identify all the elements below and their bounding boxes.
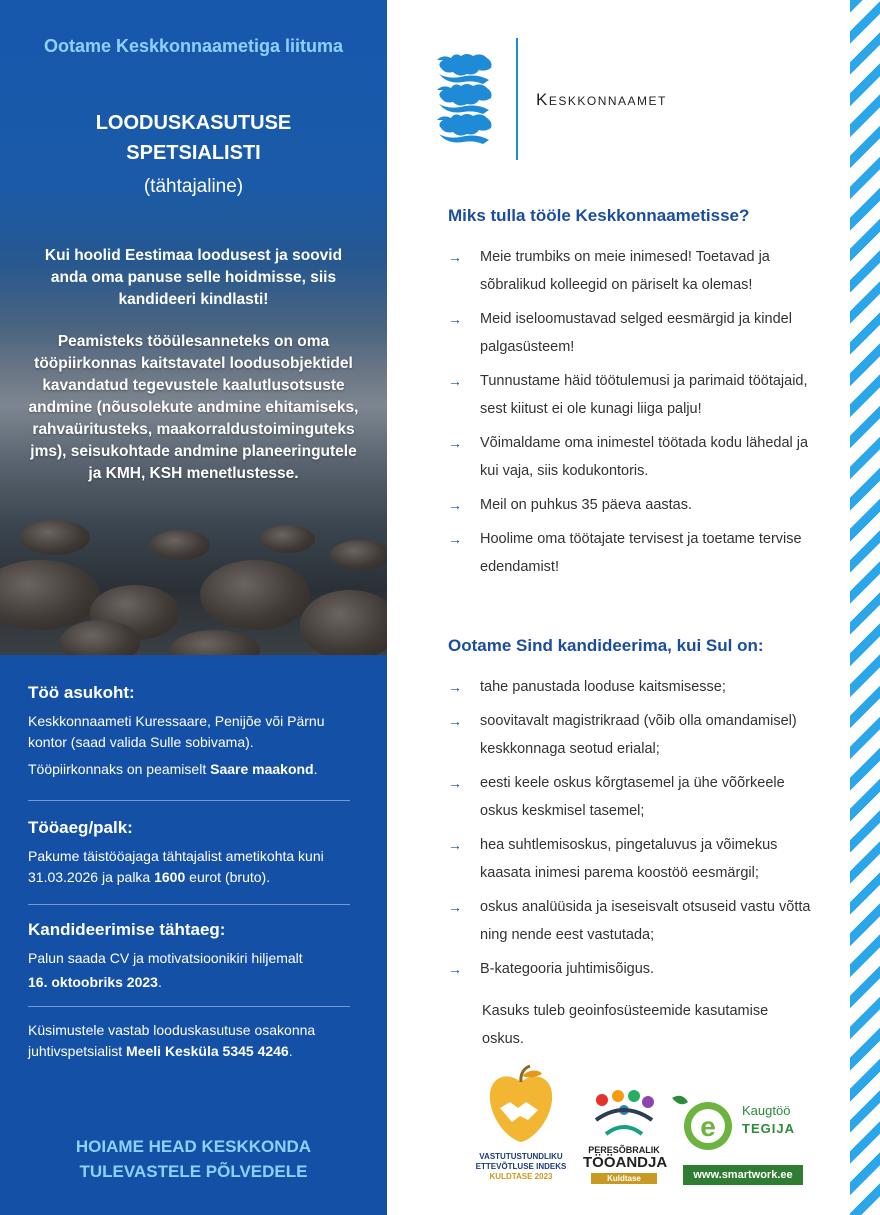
arrow-right-icon: → (448, 775, 462, 791)
list-item-text: Hoolime oma töötajate tervisest ja toetame tervise edendamist! (480, 531, 802, 575)
apple-handshake-icon (486, 1064, 556, 1146)
deadline-date-suffix: . (157, 974, 162, 990)
list-item (448, 491, 818, 519)
deadline-date (28, 972, 350, 993)
slogan-line1: HOIAME HEAD KESKKONDA (75, 1137, 312, 1156)
rock-decoration (330, 540, 387, 570)
list-item-text: tahe panustada looduse kaitsmisesse; (480, 679, 726, 695)
badge-line: KULDTASE 2023 (489, 1172, 553, 1181)
job-subtitle: (tähtajaline) (143, 176, 244, 197)
list-item (448, 893, 818, 949)
rock-decoration (0, 560, 100, 630)
csr-index-badge (462, 1152, 580, 1182)
slogan-line2: TULEVASTELE PÕLVEDELE (79, 1162, 308, 1181)
rock-decoration (260, 525, 315, 553)
divider (28, 1006, 350, 1007)
divider (28, 800, 350, 801)
list-item-text: Meil on puhkus 35 päeva aastas. (480, 497, 692, 513)
arrow-right-icon: → (448, 373, 462, 389)
location-region-bold: Saare maakond (210, 761, 314, 777)
list-item (448, 707, 818, 763)
list-item (448, 305, 818, 361)
organization-name: Keskkonnaamet (536, 90, 667, 109)
deadline-text: Palun saada CV ja motivatsioonikiri hiljemalt (28, 950, 303, 966)
contact-person-phone: Meeli Kesküla 5345 4246 (126, 1043, 289, 1059)
badge-line: Kuldtase (591, 1173, 657, 1184)
divider (28, 904, 350, 905)
location-text: Keskkonnaameti Kuressaare, Penijõe või Pärnu kontor (saad valida Sulle sobivama). (28, 713, 325, 750)
list-item-text: Meid iseloomustavad selged eesmärgid ja kindel palgasüsteem! (480, 311, 792, 355)
arrow-right-icon: → (448, 679, 462, 695)
badge-line: TÖÖANDJA (583, 1154, 668, 1171)
arrow-right-icon: → (448, 311, 462, 327)
list-item (448, 769, 818, 825)
list-item (448, 525, 818, 581)
rock-decoration (170, 630, 260, 655)
contact-text (28, 1020, 350, 1062)
salary-heading: Tööaeg/palk: (28, 818, 133, 837)
decorative-stripes (850, 0, 880, 1215)
duties-text: Peamisteks tööülesanneteks on oma tööpiirkonnas kaitstavatel loodusobjektidel kavandatud tegevustele kaalutlusotsuste andmine (nõusolekute andmine ehitamiseks, rahvaüritusteks, maakorraldustoiminguteks jms), seisukohtade andmine planeeringutele ja KMH, KSH menetlustesse. (28, 333, 359, 482)
list-item-text: soovitavalt magistrikraad (võib olla omandamisel) keskkonnaga seotud erialal; (480, 713, 797, 757)
job-title-line1: LOODUSKASUTUSE (95, 112, 292, 134)
extra-requirement: Kasuks tuleb geoinfosüsteemide kasutamise oskus. (482, 1003, 769, 1047)
slogan (0, 1134, 387, 1184)
list-item-text: Meie trumbiks on meie inimesed! Toetavad ja sõbralikud kolleegid on päriselt ka olemas! (480, 249, 770, 293)
deadline-heading: Kandideerimise tähtaeg: (28, 920, 226, 939)
arrow-right-icon: → (448, 713, 462, 729)
intro-text: Kui hoolid Eestimaa loodusest ja soovid anda oma panuse selle hoidmisse, siis kandideeri kindlasti! (44, 247, 343, 308)
arrow-right-icon: → (448, 961, 462, 977)
arrow-right-icon: → (448, 435, 462, 451)
why-list (448, 243, 818, 587)
job-title (0, 108, 387, 168)
leaf-e-logo-icon (668, 1088, 740, 1160)
contact-section (28, 1020, 350, 1062)
salary-amount: 1600 (154, 869, 186, 885)
list-item-text: B-kategooria juhtimisõigus. (480, 961, 655, 977)
arrow-right-icon: → (448, 899, 462, 915)
location-region-suffix: . (313, 761, 318, 777)
list-item (448, 429, 818, 485)
badge-line: ETTEVÕTLUSE INDEKS (475, 1162, 567, 1171)
list-item-text: Võimaldame oma inimestel töötada kodu lähedal ja kui vaja, siis kodukontoris. (480, 435, 809, 479)
list-item (448, 243, 818, 299)
list-item (448, 367, 818, 423)
list-item-text: Tunnustame häid töötulemusi ja parimaid töötajaid, sest kiitust ei ole kunagi liiga palju! (480, 373, 808, 417)
badge-line: Kaugtöö (742, 1103, 791, 1118)
family-friendly-badge (583, 1145, 668, 1184)
logo-divider (516, 38, 518, 160)
location-section (28, 683, 350, 780)
contact-text-prefix: Küsimustele vastab looduskasutuse osakonna juhtivspetsialist (28, 1022, 316, 1059)
hero-image-sea-rocks (0, 0, 387, 655)
remote-work-badge (742, 1102, 812, 1138)
job-title-line2: SPETSIALISTI (126, 142, 261, 164)
list-item-text: hea suhtlemisoskus, pingetaluvus ja võimekus kaasata inimesi parema koostöö eesmärgil; (480, 837, 778, 881)
left-panel (0, 0, 387, 1215)
badge-line: VASTUTUSTUNDLIKU (479, 1152, 563, 1161)
salary-section (28, 818, 350, 888)
rock-decoration (150, 530, 210, 560)
smartwork-url: www.smartwork.ee (683, 1165, 803, 1185)
arrow-right-icon: → (448, 249, 462, 265)
requirements-list (448, 673, 818, 989)
list-item (448, 955, 818, 983)
location-heading: Töö asukoht: (28, 683, 135, 702)
deadline-date-bold: 16. oktoobriks 2023 (28, 974, 158, 990)
why-title: Miks tulla tööle Keskkonnaametisse? (448, 206, 750, 225)
location-region-prefix: Tööpiirkonnaks on peamiselt (28, 761, 211, 777)
list-item (448, 831, 818, 887)
salary-text (28, 846, 350, 888)
arrow-right-icon: → (448, 837, 462, 853)
requirements-title: Ootame Sind kandideerima, kui Sul on: (448, 636, 764, 655)
list-item (448, 673, 818, 701)
coat-of-arms-icon (433, 52, 497, 148)
kicker-text: Ootame Keskkonnaametiga liituma (43, 36, 344, 56)
salary-text-prefix: Pakume täistööajaga tähtajalist ametikohta kuni 31.03.2026 ja palka (28, 848, 324, 885)
rock-decoration (20, 520, 90, 555)
list-item-text: oskus analüüsida ja iseseisvalt otsuseid vastu võtta ning nende eest vastutada; (480, 899, 811, 943)
deadline-section (28, 920, 350, 993)
family-friendly-employer-icon (588, 1090, 660, 1142)
salary-text-suffix: eurot (bruto). (185, 869, 271, 885)
svg-text:e: e (700, 1111, 716, 1142)
location-region (28, 759, 350, 780)
badge-line: TEGIJA (742, 1121, 795, 1136)
rock-decoration (200, 560, 310, 630)
arrow-right-icon: → (448, 497, 462, 513)
arrow-right-icon: → (448, 531, 462, 547)
badge-line: PERESÕBRALIK (588, 1145, 660, 1155)
contact-text-suffix: . (288, 1043, 293, 1059)
rock-decoration (300, 590, 387, 655)
list-item-text: eesti keele oskus kõrgtasemel ja ühe võõrkeele oskus keskmisel tasemel; (480, 775, 785, 819)
